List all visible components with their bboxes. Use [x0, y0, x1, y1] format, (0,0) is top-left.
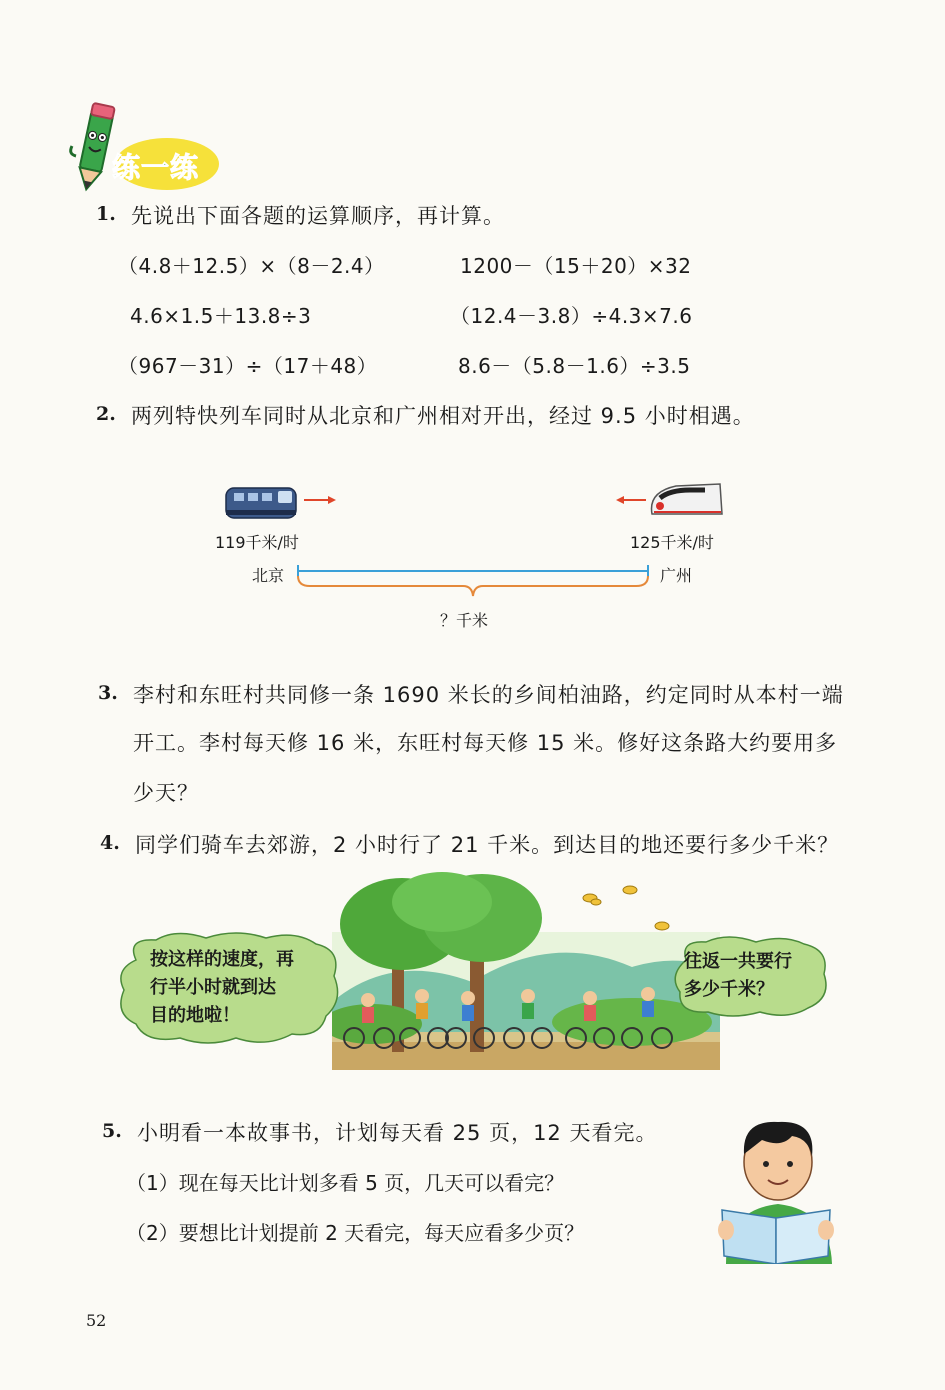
q5-subquestion: （2）要想比计划提前 2 天看完，每天应看多少页？: [126, 1221, 585, 1245]
q2-text: 两列特快列车同时从北京和广州相对开出，经过 9.5 小时相遇。: [131, 404, 755, 428]
q5-text: 小明看一本故事书，计划每天看 25 页，12 天看完。: [137, 1121, 658, 1145]
q5-number: 5.: [102, 1120, 122, 1142]
right-bubble-line: 往返一共要行: [684, 951, 792, 972]
q1-text: 先说出下面各题的运算顺序，再计算。: [131, 204, 505, 228]
q3-line: 开工。李村每天修 16 米，东旺村每天修 15 米。修好这条路大约要用多: [133, 731, 838, 755]
left-bubble-line: 行半小时就到达: [150, 977, 276, 998]
train-diagram: [200, 470, 760, 640]
left-train-speed: 119千米/时: [215, 533, 299, 552]
left-bubble-line: 目的地啦！: [150, 1005, 240, 1026]
boy-reading-icon: [712, 1114, 842, 1264]
q3-line: 少天？: [133, 781, 199, 805]
guangzhou-label: 广州: [660, 566, 693, 585]
cycling-scene-icon: [332, 872, 720, 1070]
left-speech-bubble: [116, 930, 344, 1048]
cycling-illustration: [332, 872, 720, 1070]
right-train-speed: 125千米/时: [630, 533, 714, 552]
q2-number: 2.: [96, 403, 116, 425]
beijing-label: 北京: [252, 566, 285, 585]
q1-expression: 1200－（15＋20）×32: [460, 254, 692, 278]
q1-expression: 4.6×1.5＋13.8÷3: [130, 304, 312, 328]
page-number: 52: [86, 1311, 107, 1330]
boy-reading-illustration: [712, 1114, 842, 1264]
q3-number: 3.: [98, 682, 118, 704]
section-title: 练一练: [112, 151, 200, 184]
q3-line: 李村和东旺村共同修一条 1690 米长的乡间柏油路，约定同时从本村一端: [133, 683, 844, 707]
q5-subquestion: （1）现在每天比计划多看 5 页，几天可以看完？: [126, 1171, 565, 1195]
section-header: [62, 98, 222, 193]
q1-expression: （967－31）÷（17＋48）: [118, 354, 378, 378]
q1-expression: （12.4－3.8）÷4.3×7.6: [450, 304, 693, 328]
q1-expression: 8.6－（5.8－1.6）÷3.5: [458, 354, 691, 378]
distance-label: ？千米: [440, 611, 489, 630]
blue-train-icon: [226, 488, 296, 518]
q1-number: 1.: [96, 203, 116, 225]
right-bubble-line: 多少千米？: [684, 979, 774, 1000]
bullet-train-icon: [652, 484, 723, 514]
right-speech-bubble: [672, 936, 832, 1018]
q4-text: 同学们骑车去郊游，2 小时行了 21 千米。到达目的地还要行多少千米？: [135, 833, 840, 857]
q4-number: 4.: [100, 832, 120, 854]
q1-expression: （4.8＋12.5）×（8－2.4）: [118, 254, 385, 278]
left-bubble-line: 按这样的速度，再: [150, 949, 294, 970]
